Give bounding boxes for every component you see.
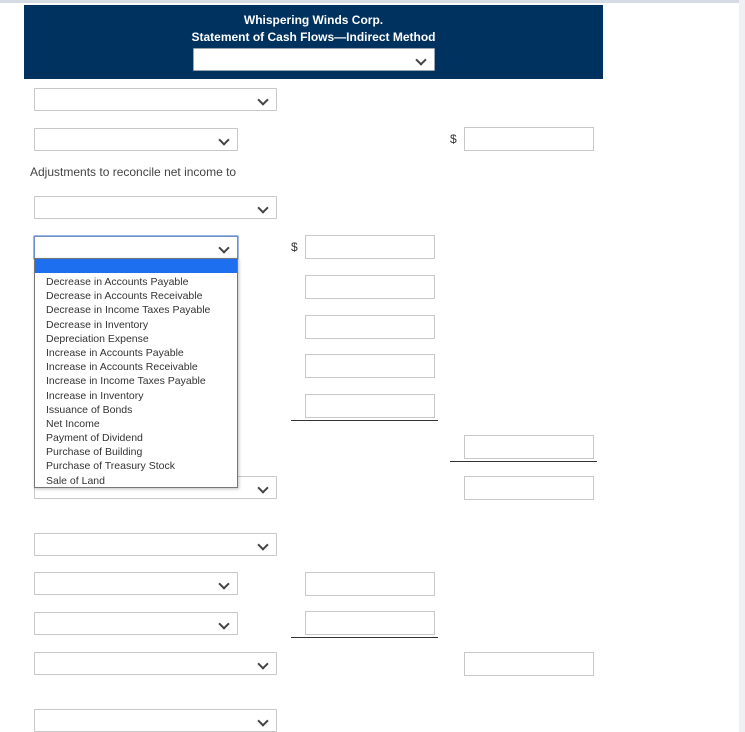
dropdown-option[interactable]: Payment of Dividend <box>46 432 143 445</box>
subtotal-underline <box>291 420 438 421</box>
dropdown-option[interactable]: Sale of Land <box>46 474 105 487</box>
chevron-down-icon <box>257 202 268 213</box>
dropdown-option[interactable]: Issuance of Bonds <box>46 403 133 416</box>
chevron-down-icon <box>257 94 268 105</box>
adjustment-options-list[interactable] <box>34 258 238 488</box>
chevron-down-icon <box>257 539 268 550</box>
line-item-select-3[interactable] <box>34 196 277 219</box>
total-underline <box>450 461 597 462</box>
period-select[interactable] <box>193 48 435 71</box>
amount-input-total-3[interactable] <box>464 476 594 500</box>
dropdown-option[interactable]: Net Income <box>46 417 100 430</box>
dropdown-option[interactable]: Increase in Inventory <box>46 389 144 402</box>
amount-input-total-1[interactable] <box>464 127 594 151</box>
dropdown-option[interactable]: Decrease in Inventory <box>46 318 149 331</box>
dropdown-option[interactable]: Purchase of Treasury Stock <box>46 460 175 473</box>
chevron-down-icon <box>218 578 229 589</box>
chevron-down-icon <box>218 134 229 145</box>
chevron-down-icon <box>415 54 426 65</box>
statement-title: Statement of Cash Flows—Indirect Method <box>191 30 436 44</box>
chevron-down-icon <box>218 618 229 629</box>
dropdown-option[interactable]: Depreciation Expense <box>46 332 149 345</box>
line-item-select-6[interactable] <box>34 572 238 595</box>
dropdown-option[interactable]: Decrease in Accounts Payable <box>46 276 189 288</box>
investing-amount-2[interactable] <box>305 611 435 635</box>
line-item-select-1[interactable] <box>34 88 277 111</box>
chevron-down-icon <box>257 658 268 669</box>
line-item-select-5[interactable] <box>34 533 277 556</box>
company-name: Whispering Winds Corp. <box>243 13 384 27</box>
dropdown-option[interactable]: Increase in Accounts Receivable <box>46 361 198 374</box>
dropdown-option[interactable]: Increase in Accounts Payable <box>46 346 184 359</box>
amount-input-total-4[interactable] <box>464 652 594 676</box>
dropdown-option[interactable]: Purchase of Building <box>46 446 143 459</box>
adjustment-amount-1[interactable] <box>305 235 435 259</box>
adjustments-label: Adjustments to reconcile net income to <box>30 165 237 179</box>
options <box>35 275 237 488</box>
scrollbar-track[interactable] <box>739 0 745 732</box>
dropdown-option[interactable]: Decrease in Accounts Receivable <box>46 290 203 303</box>
line-item-select-2[interactable] <box>34 128 238 151</box>
investing-amount-1[interactable] <box>305 572 435 596</box>
chevron-down-icon <box>257 715 268 726</box>
statement-header <box>24 5 603 79</box>
adjustment-amount-3[interactable] <box>305 315 435 339</box>
adjustment-amount-2[interactable] <box>305 275 435 299</box>
adjustment-select-1[interactable] <box>34 236 238 259</box>
top-border <box>0 0 745 3</box>
adjustment-amount-5[interactable] <box>305 394 435 418</box>
dropdown-option[interactable]: Increase in Income Taxes Payable <box>46 375 206 388</box>
highlighted-option[interactable] <box>35 259 237 273</box>
investing-underline <box>291 637 438 638</box>
currency-symbol: $ <box>450 132 457 146</box>
adjustment-amount-4[interactable] <box>305 354 435 378</box>
currency-symbol: $ <box>291 240 298 254</box>
chevron-down-icon <box>218 242 229 253</box>
line-item-select-8[interactable] <box>34 652 277 675</box>
line-item-select-7[interactable] <box>34 612 238 635</box>
line-item-select-9[interactable] <box>34 709 277 732</box>
dropdown-option[interactable]: Decrease in Income Taxes Payable <box>46 304 211 317</box>
amount-input-total-2[interactable] <box>464 435 594 459</box>
chevron-down-icon <box>257 482 268 493</box>
